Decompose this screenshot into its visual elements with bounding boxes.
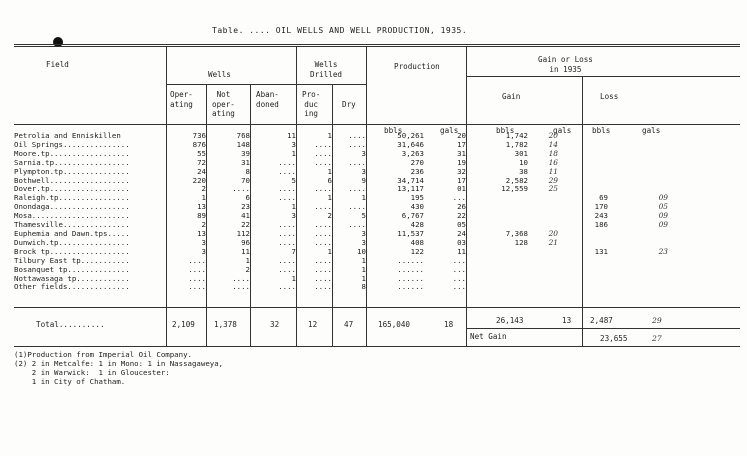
cell-loss-bbls: 186 <box>594 220 608 230</box>
cell-field-name: Brock tp.................. <box>14 246 130 256</box>
net-gain-gals: 27 <box>652 334 662 343</box>
cell-operating: 2 <box>201 184 206 194</box>
cell-operating: 89 <box>197 211 206 221</box>
cell-gain-gals: 21 <box>548 237 558 247</box>
cell-production-gals: ... <box>452 255 466 265</box>
top-rule-2 <box>14 46 740 47</box>
cell-field-name: Dover.tp.................. <box>14 184 130 194</box>
cell-field-name: Bothwell.................. <box>14 175 130 185</box>
cell-producing: 1 <box>327 166 332 176</box>
cell-operating: 72 <box>197 157 206 167</box>
cell-loss-gals <box>608 159 668 168</box>
cell-producing: .... <box>314 264 332 274</box>
total-abandoned: 32 <box>270 320 280 329</box>
cell-gain-gals <box>528 257 558 266</box>
cell-dry: 3 <box>361 237 366 247</box>
cell-gain-bbls: 1,782 <box>505 139 528 149</box>
cell-dry: 1 <box>361 193 366 203</box>
cell-abandoned: 11 <box>287 131 296 140</box>
header-dry: Dry <box>342 100 356 109</box>
cell-dry: 3 <box>361 148 366 158</box>
cell-gain-gals <box>528 203 558 212</box>
cell-dry: 8 <box>361 282 366 292</box>
cell-producing: .... <box>314 237 332 247</box>
header-wells-drilled: Wells Drilled <box>310 60 343 79</box>
cell-gain-gals: 11 <box>548 166 558 176</box>
net-gain-label: Net Gain <box>470 332 507 341</box>
cell-field-name: Euphemia and Dawn.tps..... <box>14 228 130 238</box>
cell-dry: 1 <box>361 273 366 283</box>
cell-loss-gals: 09 <box>658 220 668 230</box>
cell-field-name: Moore.tp.................. <box>14 148 130 158</box>
cell-producing: .... <box>314 273 332 283</box>
cell-loss-gals <box>608 177 668 186</box>
cell-loss-bbls <box>558 177 608 186</box>
cell-gain-gals: 16 <box>548 157 558 167</box>
cell-abandoned: 1 <box>291 148 296 158</box>
header-bottom-rule <box>14 124 740 125</box>
cell-field-name: Plympton.tp............... <box>14 166 130 176</box>
cell-loss-bbls <box>558 159 608 168</box>
cell-abandoned: 1 <box>291 202 296 212</box>
cell-field-name: Raleigh.tp................ <box>14 193 130 203</box>
cell-loss-bbls <box>558 150 608 159</box>
total-loss-bbls: 2,487 <box>590 316 613 325</box>
cell-production-bbls: 6,767 <box>401 211 424 221</box>
cell-operating: .... <box>188 282 206 292</box>
cell-production-bbls: 408 <box>410 237 424 247</box>
cell-not-operating: 2 <box>245 264 250 274</box>
cell-not-operating: 8 <box>245 166 250 176</box>
cell-gain-gals <box>528 283 558 292</box>
cell-gain-gals: 29 <box>548 175 558 185</box>
cell-loss-gals: 05 <box>658 202 668 212</box>
cell-production-bbls: 428 <box>410 220 424 230</box>
cell-production-bbls: ...... <box>397 282 424 292</box>
cell-dry: 10 <box>357 246 366 256</box>
cell-loss-bbls <box>558 132 608 141</box>
cell-loss-gals <box>608 266 668 275</box>
cell-dry: .... <box>348 220 366 230</box>
cell-not-operating: .... <box>232 282 250 292</box>
cell-production-gals: 17 <box>457 175 466 185</box>
cell-gain-gals: 20 <box>548 228 558 238</box>
cell-production-gals: ... <box>452 273 466 283</box>
cell-operating: 736 <box>192 131 206 140</box>
cell-gain-gals: 25 <box>548 184 558 194</box>
total-loss-gals: 29 <box>652 316 662 325</box>
footnote-2: (2) 2 in Metcalfe: 1 in Mono: 1 in Nassagaweya, <box>14 359 224 368</box>
cell-production-bbls: 430 <box>410 202 424 212</box>
cell-not-operating: 70 <box>241 175 250 185</box>
top-rule <box>14 44 740 45</box>
cell-abandoned: .... <box>278 193 296 203</box>
cell-gain-bbls <box>466 248 528 257</box>
cell-gain-bbls: 128 <box>514 237 528 247</box>
cell-field-name: Nottawasaga tp............ <box>14 273 130 283</box>
unit-gain-gals: gals <box>553 126 572 135</box>
cell-loss-gals <box>608 230 668 239</box>
cell-production-gals: 11 <box>457 246 466 256</box>
cell-field-name: Mosa...................... <box>14 211 130 221</box>
cell-production-bbls: 11,537 <box>397 228 424 238</box>
cell-producing: .... <box>314 139 332 149</box>
cell-loss-bbls: 170 <box>594 202 608 212</box>
cell-production-bbls: 270 <box>410 157 424 167</box>
cell-production-gals: 17 <box>457 139 466 149</box>
cell-gain-bbls <box>466 203 528 212</box>
cell-production-gals: 22 <box>457 211 466 221</box>
cell-operating: 3 <box>201 237 206 247</box>
cell-dry: 1 <box>361 264 366 274</box>
cell-loss-gals <box>608 257 668 266</box>
cell-producing: .... <box>314 282 332 292</box>
cell-not-operating: 96 <box>241 237 250 247</box>
cell-gain-bbls: 301 <box>514 148 528 158</box>
wells-subrule <box>166 84 296 85</box>
cell-producing: .... <box>314 220 332 230</box>
cell-loss-gals: 09 <box>658 193 668 203</box>
cell-producing: 6 <box>327 175 332 185</box>
cell-gain-bbls: 38 <box>519 166 528 176</box>
header-wells: Wells <box>208 70 231 79</box>
cell-loss-bbls <box>558 141 608 150</box>
table-row <box>14 283 668 292</box>
header-gain: Gain <box>502 92 521 101</box>
cell-gain-bbls: 1,742 <box>505 131 528 140</box>
header-field: Field <box>46 60 69 69</box>
cell-production-gals: ... <box>452 282 466 292</box>
cell-abandoned: 3 <box>291 211 296 221</box>
cell-production-gals: 20 <box>457 131 466 140</box>
cell-loss-gals: 23 <box>658 246 668 256</box>
header-production: Production <box>394 62 440 71</box>
cell-operating: .... <box>188 255 206 265</box>
cell-producing: 1 <box>327 246 332 256</box>
cell-abandoned: 3 <box>291 139 296 149</box>
cell-gain-bbls <box>466 283 528 292</box>
cell-production-bbls: 3,263 <box>401 148 424 158</box>
cell-dry: .... <box>348 131 366 140</box>
cell-abandoned: .... <box>278 228 296 238</box>
cell-producing: 1 <box>327 193 332 203</box>
cell-production-bbls: 236 <box>410 166 424 176</box>
total-operating: 2,109 <box>172 320 195 329</box>
cell-production-gals: ... <box>452 264 466 274</box>
cell-abandoned: .... <box>278 255 296 265</box>
cell-producing: 1 <box>327 131 332 140</box>
cell-field-name: Onondaga.................. <box>14 202 130 212</box>
header-abandoned: Aban- doned <box>256 90 279 109</box>
cell-abandoned: .... <box>278 157 296 167</box>
data-table <box>14 132 668 292</box>
cell-field-name: Thamesville............... <box>14 220 130 230</box>
cell-loss-bbls <box>558 230 608 239</box>
cell-gain-gals <box>528 194 558 203</box>
total-label: Total.......... <box>36 320 105 329</box>
cell-production-bbls: ...... <box>397 273 424 283</box>
cell-field-name: Tilbury East tp........... <box>14 255 130 265</box>
cell-producing: .... <box>314 184 332 194</box>
total-gain-gals: 13 <box>562 316 572 325</box>
cell-production-bbls: 34,714 <box>397 175 424 185</box>
cell-not-operating: 31 <box>241 157 250 167</box>
cell-production-gals: 05 <box>457 220 466 230</box>
cell-field-name: Sarnia.tp................. <box>14 157 130 167</box>
cell-dry: .... <box>348 157 366 167</box>
cell-production-bbls: 195 <box>410 193 424 203</box>
cell-field-name: Other fields.............. <box>14 282 130 292</box>
header-producing: Pro- duc ing <box>302 90 321 119</box>
cell-production-gals: 01 <box>457 184 466 194</box>
gainloss-subrule <box>466 76 740 77</box>
cell-operating: 13 <box>197 202 206 212</box>
cell-gain-gals <box>528 266 558 275</box>
net-gain-rule <box>466 328 740 329</box>
cell-abandoned: .... <box>278 184 296 194</box>
cell-dry: .... <box>348 184 366 194</box>
total-gain-bbls: 26,143 <box>496 316 524 325</box>
cell-dry: .... <box>348 139 366 149</box>
cell-gain-gals <box>528 212 558 221</box>
cell-gain-bbls <box>466 266 528 275</box>
cell-gain-bbls <box>466 275 528 284</box>
cell-operating: 3 <box>201 246 206 256</box>
cell-not-operating: 22 <box>241 220 250 230</box>
cell-loss-gals <box>608 141 668 150</box>
footnote-4: 1 in City of Chatham. <box>14 377 126 386</box>
cell-loss-bbls <box>558 275 608 284</box>
table-bottom-rule <box>14 346 740 347</box>
cell-operating: 220 <box>192 175 206 185</box>
cell-production-gals: 31 <box>457 148 466 158</box>
cell-production-gals: ... <box>452 193 466 203</box>
cell-gain-bbls <box>466 257 528 266</box>
cell-loss-gals <box>608 150 668 159</box>
header-gain-or-loss: Gain or Loss in 1935 <box>538 55 593 74</box>
cell-production-gals: 26 <box>457 202 466 212</box>
cell-gain-gals: 20 <box>548 131 558 140</box>
cell-dry: 5 <box>361 211 366 221</box>
cell-abandoned: 5 <box>291 175 296 185</box>
cell-production-bbls: 122 <box>410 246 424 256</box>
cell-producing: .... <box>314 228 332 238</box>
cell-field-name: Bosanquet tp.............. <box>14 264 130 274</box>
cell-dry: 9 <box>361 175 366 185</box>
cell-producing: .... <box>314 148 332 158</box>
cell-abandoned: 7 <box>291 246 296 256</box>
cell-loss-bbls <box>558 266 608 275</box>
cell-dry: .... <box>348 202 366 212</box>
footnote-1: (1)Production from Imperial Oil Company. <box>14 350 192 359</box>
cell-production-gals: 24 <box>457 228 466 238</box>
cell-gain-bbls <box>466 212 528 221</box>
cell-not-operating: 6 <box>245 193 250 203</box>
cell-loss-gals <box>608 132 668 141</box>
cell-gain-gals: 14 <box>548 139 558 149</box>
cell-production-bbls: ...... <box>397 264 424 274</box>
cell-operating: 2 <box>201 220 206 230</box>
cell-not-operating: 148 <box>236 139 250 149</box>
cell-producing: 2 <box>327 211 332 221</box>
cell-dry: 3 <box>361 166 366 176</box>
cell-not-operating: .... <box>232 273 250 283</box>
cell-gain-gals: 18 <box>548 148 558 158</box>
header-not-operating: Not oper- ating <box>212 90 235 119</box>
total-gals: 18 <box>444 320 454 329</box>
cell-abandoned: .... <box>278 264 296 274</box>
cell-loss-gals <box>608 283 668 292</box>
total-bbls: 165,040 <box>378 320 411 329</box>
cell-loss-gals <box>608 168 668 177</box>
cell-not-operating: 11 <box>241 246 250 256</box>
cell-abandoned: .... <box>278 282 296 292</box>
cell-gain-gals <box>528 275 558 284</box>
cell-loss-bbls: 69 <box>599 193 608 203</box>
unit-loss-bbls: bbls <box>592 126 611 135</box>
cell-production-gals: 32 <box>457 166 466 176</box>
cell-production-bbls: 31,646 <box>397 139 424 149</box>
cell-not-operating: 1 <box>245 255 250 265</box>
cell-field-name: Petrolia and Enniskillen <box>14 131 121 140</box>
total-dry: 47 <box>344 320 354 329</box>
cell-operating: 24 <box>197 166 206 176</box>
net-gain-bbls: 23,655 <box>600 334 628 343</box>
cell-loss-bbls <box>558 283 608 292</box>
cell-abandoned: .... <box>278 166 296 176</box>
cell-abandoned: 1 <box>291 273 296 283</box>
unit-bbls: bbls <box>384 126 403 135</box>
cell-operating: 55 <box>197 148 206 158</box>
cell-not-operating: 41 <box>241 211 250 221</box>
cell-abandoned: .... <box>278 220 296 230</box>
drilled-subrule <box>296 84 366 85</box>
cell-loss-gals <box>608 275 668 284</box>
total-top-rule <box>14 307 740 308</box>
cell-not-operating: .... <box>232 184 250 194</box>
header-operating: Oper- ating <box>170 90 193 109</box>
cell-field-name: Oil Springs............... <box>14 139 130 149</box>
cell-gain-bbls: 2,582 <box>505 175 528 185</box>
total-not-operating: 1,378 <box>214 320 237 329</box>
cell-abandoned: .... <box>278 237 296 247</box>
cell-production-bbls: 50,261 <box>397 131 424 140</box>
cell-gain-bbls: 7,368 <box>505 228 528 238</box>
cell-loss-gals: 09 <box>658 211 668 221</box>
cell-not-operating: 23 <box>241 202 250 212</box>
cell-field-name: Dunwich.tp................ <box>14 237 130 247</box>
footnote-3: 2 in Warwick: 1 in Gloucester: <box>14 368 170 377</box>
cell-gain-bbls: 10 <box>519 157 528 167</box>
cell-dry: 3 <box>361 228 366 238</box>
cell-loss-bbls: 131 <box>594 246 608 256</box>
cell-operating: 876 <box>192 139 206 149</box>
cell-producing: .... <box>314 157 332 167</box>
cell-loss-bbls: 243 <box>594 211 608 221</box>
header-loss: Loss <box>600 92 619 101</box>
cell-production-bbls: 13,117 <box>397 184 424 194</box>
cell-loss-bbls <box>558 257 608 266</box>
cell-loss-bbls <box>558 168 608 177</box>
cell-operating: 1 <box>201 193 206 203</box>
cell-gain-bbls: 12,559 <box>501 184 528 194</box>
unit-loss-gals: gals <box>642 126 661 135</box>
total-producing: 12 <box>308 320 318 329</box>
cell-gain-gals <box>528 248 558 257</box>
unit-gain-bbls: bbls <box>496 126 515 135</box>
cell-production-gals: 03 <box>457 237 466 247</box>
cell-not-operating: 768 <box>236 131 250 140</box>
unit-gals: gals <box>440 126 459 135</box>
table-title: Table. .... OIL WELLS AND WELL PRODUCTION, 1935. <box>212 26 468 35</box>
cell-operating: 13 <box>197 228 206 238</box>
cell-dry: 1 <box>361 255 366 265</box>
cell-producing: .... <box>314 202 332 212</box>
cell-production-gals: 19 <box>457 157 466 167</box>
cell-not-operating: 39 <box>241 148 250 158</box>
cell-operating: .... <box>188 264 206 274</box>
cell-not-operating: 112 <box>236 228 250 238</box>
cell-operating: .... <box>188 273 206 283</box>
cell-production-bbls: ...... <box>397 255 424 265</box>
cell-gain-bbls <box>466 194 528 203</box>
cell-producing: .... <box>314 255 332 265</box>
